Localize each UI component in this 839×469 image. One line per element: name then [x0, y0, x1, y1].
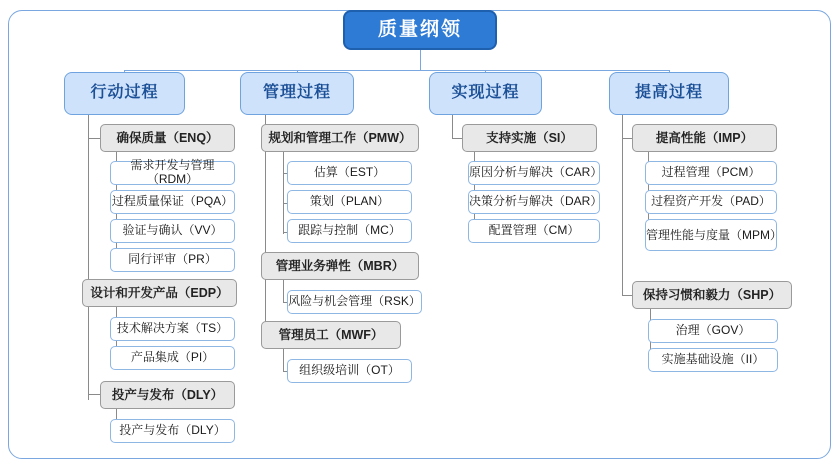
- leaf-plan: 策划（PLAN）: [287, 190, 412, 214]
- group-improve: 提高过程: [609, 72, 729, 115]
- branch-improve-pa-1: [622, 295, 632, 296]
- branch-action-pa-2: [88, 394, 100, 395]
- leaf-pcm: 过程管理（PCM）: [645, 161, 777, 185]
- leaf-dly: 投产与发布（DLY）: [110, 419, 235, 443]
- branch-improve-pa-0: [622, 138, 632, 139]
- leaf-pr: 同行评审（PR）: [110, 248, 235, 272]
- leaf-gov: 治理（GOV）: [648, 319, 778, 343]
- connector-root-bus: [124, 70, 669, 71]
- leaf-est: 估算（EST）: [287, 161, 412, 185]
- leaf-dar: 决策分析与解决（DAR）: [468, 190, 600, 214]
- pa-pmw: 规划和管理工作（PMW）: [261, 124, 419, 152]
- group-manage: 管理过程: [240, 72, 354, 115]
- pa-mwf: 管理员工（MWF）: [261, 321, 401, 349]
- pa-shp: 保持习惯和毅力（SHP）: [632, 281, 792, 309]
- trunk-mbr: [283, 280, 284, 302]
- leaf-rdm: 需求开发与管理（RDM）: [110, 161, 235, 185]
- group-realize: 实现过程: [429, 72, 542, 115]
- leaf-pi: 产品集成（PI）: [110, 346, 235, 370]
- pa-dly: 投产与发布（DLY）: [100, 381, 235, 409]
- pa-imp: 提高性能（IMP）: [632, 124, 777, 152]
- leaf-ts: 技术解决方案（TS）: [110, 317, 235, 341]
- leaf-cm: 配置管理（CM）: [468, 219, 600, 243]
- branch-realize-pa-0: [452, 138, 462, 139]
- trunk-realize: [452, 115, 453, 138]
- leaf-mpm: 管理性能与度量（MPM）: [645, 219, 777, 251]
- branch-action-pa-0: [88, 138, 100, 139]
- pa-edp: 设计和开发产品（EDP）: [82, 279, 237, 307]
- pa-enq: 确保质量（ENQ）: [100, 124, 235, 152]
- leaf-rsk: 风险与机会管理（RSK）: [287, 290, 422, 314]
- root-node: 质量纲领: [343, 10, 497, 50]
- leaf-car: 原因分析与解决（CAR）: [468, 161, 600, 185]
- leaf-pqa: 过程质量保证（PQA）: [110, 190, 235, 214]
- trunk-pmw: [283, 152, 284, 234]
- leaf-pad: 过程资产开发（PAD）: [645, 190, 777, 214]
- leaf-ot: 组织级培训（OT）: [287, 359, 412, 383]
- group-action: 行动过程: [64, 72, 185, 115]
- pa-mbr: 管理业务弹性（MBR）: [261, 252, 419, 280]
- leaf-ii: 实施基础设施（II）: [648, 348, 778, 372]
- pa-si: 支持实施（SI）: [462, 124, 597, 152]
- connector-root-down: [420, 50, 421, 70]
- trunk-action: [88, 115, 89, 400]
- trunk-improve: [622, 115, 623, 295]
- trunk-mwf: [283, 349, 284, 371]
- leaf-vv: 验证与确认（VV）: [110, 219, 235, 243]
- leaf-mc: 跟踪与控制（MC）: [287, 219, 412, 243]
